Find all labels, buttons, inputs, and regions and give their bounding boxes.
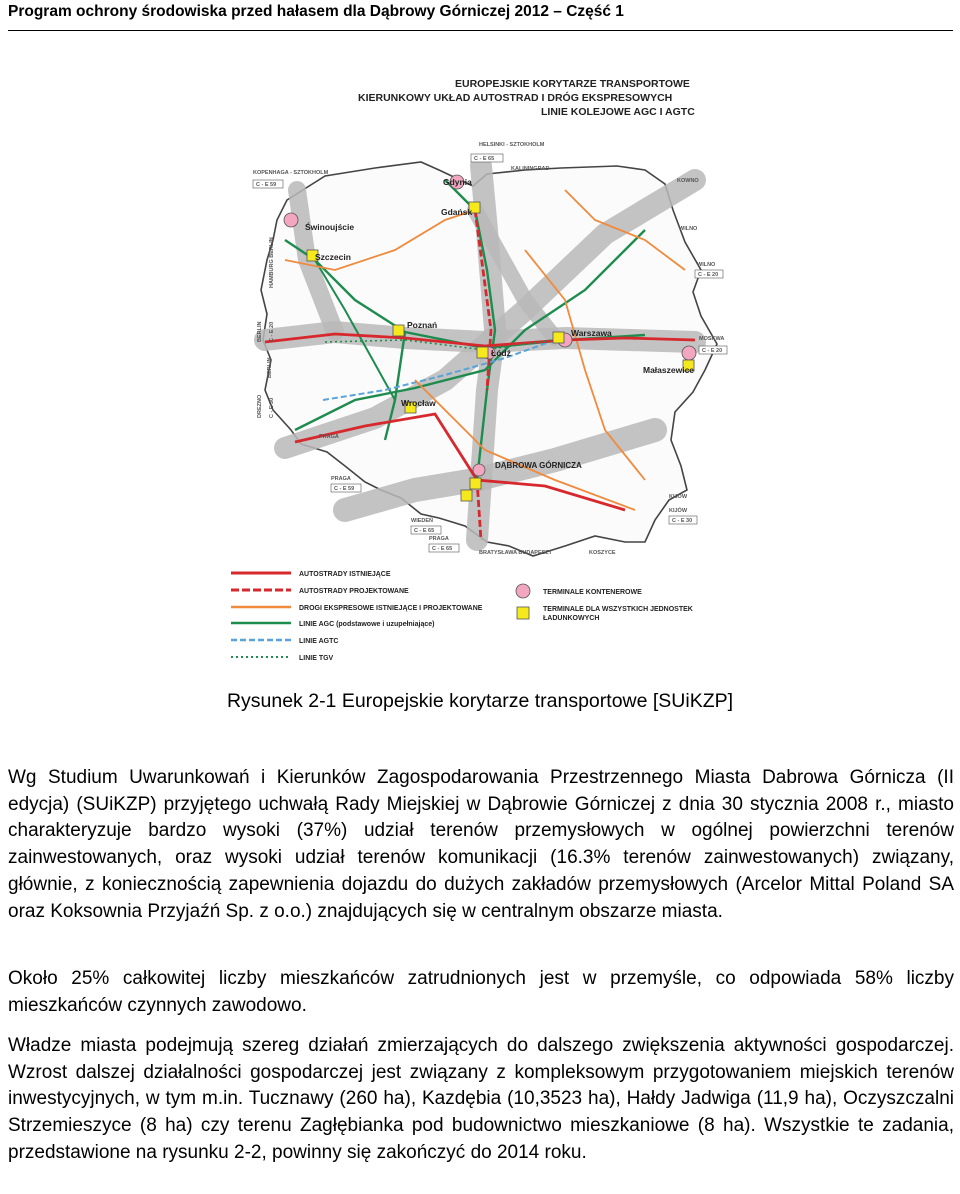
dir-praga-3-code: C - E 65 (432, 546, 453, 552)
dir-praga-1: PRAGA (319, 434, 339, 440)
dir-berlin-1: BERLIN (257, 321, 263, 342)
dir-moskwa-code: C - E 20 (702, 348, 723, 354)
figure-caption: Rysunek 2-1 Europejskie korytarze transportowe [SUiKZP] (226, 690, 734, 712)
dir-koszyce: KOSZYCE (589, 550, 616, 556)
dir-praga-2: PRAGA (331, 476, 351, 482)
transport-corridors-map (225, 70, 760, 660)
city-poznan: Poznań (407, 320, 438, 330)
dir-kopenhaga-code: C - E 59 (256, 182, 277, 188)
dir-kowno: KOWNO (677, 178, 699, 184)
map-title-line-2: KIERUNKOWY UKŁAD AUTOSTRAD I DRÓG EKSPRESOWYCH (358, 92, 673, 104)
legend-agtc: LINIE AGTC (299, 638, 339, 645)
dir-kopenhaga: KOPENHAGA - SZTOKHOLM (253, 170, 329, 176)
dir-wieden-code: C - E 65 (414, 528, 435, 534)
legend-container-terminal: TERMINALE KONTENEROWE (543, 589, 642, 596)
dir-kijow-2: KIJÓW (669, 508, 688, 514)
legend-all-terminal-2: ŁADUNKOWYCH (543, 615, 600, 622)
city-gdansk: Gdańsk (441, 207, 473, 217)
header-title: Program ochrony środowiska przed hałasem dla Dąbrowy Górniczej 2012 – Część 1 (8, 3, 624, 20)
terminal-all-warszawa (553, 332, 564, 343)
dir-wilno: WILNO (697, 262, 716, 268)
city-szczecin: Szczecin (315, 252, 351, 262)
legend-all-terminal-1: TERMINALE DLA WSZYSTKICH JEDNOSTEK (543, 606, 693, 613)
legend-expressway: DROGI EKSPRESOWE ISTNIEJĄCE I PROJEKTOWANE (299, 605, 483, 612)
dir-kaliningrad: KALININGRAD (511, 166, 550, 172)
legend-agc: LINIE AGC (podstawowe i uzupełniające) (299, 621, 435, 628)
dir-praga-3: PRAGA (429, 536, 449, 542)
city-malaszewice: Małaszewice (643, 365, 695, 375)
terminal-all-lodz (477, 347, 488, 358)
city-wroclaw: Wrocław (401, 398, 436, 408)
dir-helsinki: HELSINKI - SZTOKHOLM (479, 142, 545, 148)
terminal-all-dabrowa (470, 478, 481, 489)
paragraph-1: Wg Studium Uwarunkowań i Kierunków Zagospodarowania Przestrzennego Miasta Dabrowa Górnicza (II edycja) (SUiKZP) przyjętego uchwałą Rady Miejskiej w Dąbrowie Górniczej z dnia 30 stycznia 2008 r., miasto charakteryzuje bardzo wysoki (37%) udział terenów przemysłowych w ogólnej powierzchni terenów zainwestowanych, oraz wysoki udział terenów komunikacji (16.3% terenów zainwestowanych) związany, głównie, z koniecznością zapewnienia dojazdu do dużych zakładów przemysłowych (Arcelor Mittal Poland SA oraz Koksownia Przyjaźń Sp. z o.o.) znajdujących się w centralnym obszarze miasta. (8, 767, 954, 922)
dir-drezno: DREZNO (257, 394, 263, 418)
map-title-line-1: EUROPEJSKIE KORYTARZE TRANSPORTOWE (455, 78, 690, 90)
dir-wilno-code: C - E 20 (698, 272, 719, 278)
dir-hamburg: HAMBURG BERLIN (269, 237, 275, 288)
dir-berlin-2: BERLIN (267, 357, 273, 378)
dir-drezno-code: C - E 30 (269, 397, 275, 418)
city-swinoujscie: Świnoujście (305, 222, 355, 232)
terminal-container-dabrowa (473, 464, 485, 476)
dir-kijow-1: KIJÓW (669, 494, 688, 500)
dir-helsinki-code: C - E 65 (474, 156, 495, 162)
map-title-line-3: LINIE KOLEJOWE AGC I AGTC (541, 106, 695, 118)
city-lodz: Łódź (491, 348, 511, 358)
terminal-container-swinoujscie (284, 213, 298, 227)
dir-bratyslawa: BRATYSŁAWA BUDAPESZT (479, 550, 553, 556)
legend-motorway-planned: AUTOSTRADY PROJEKTOWANE (299, 588, 409, 595)
dir-praga-2-code: C - E 59 (334, 486, 355, 492)
dir-kijow-2-code: C - E 30 (672, 518, 693, 524)
legend-motorway-existing: AUTOSTRADY ISTNIEJĄCE (299, 571, 391, 578)
page-header (8, 0, 953, 31)
city-warszawa: Warszawa (571, 328, 612, 338)
dir-wieden: WIEDEŃ (411, 518, 433, 524)
city-dabrowa: DĄBROWA GÓRNICZA (495, 461, 582, 470)
city-gdynia: Gdynia (443, 177, 472, 187)
legend-tgv: LINIE TGV (299, 655, 334, 660)
terminal-all-poznan (393, 325, 404, 336)
dir-moskwa: MOSKWA (699, 336, 725, 342)
legend-container-terminal-icon (516, 584, 530, 598)
legend-all-terminal-icon (517, 607, 529, 619)
paragraph-2: Około 25% całkowitej liczby mieszkańców zatrudnionych jest w przemyśle, co odpowiada 58% liczby mieszkańców czynnych zawodowo. (8, 968, 954, 1016)
terminal-all-katowice (461, 490, 472, 501)
dir-berlin-1-code: C - E 20 (269, 321, 275, 342)
dir-wilno-top: WILNO (679, 226, 698, 232)
map-legend (231, 571, 693, 660)
terminal-container-malaszewice (682, 346, 696, 360)
paragraph-3: Władze miasta podejmują szereg działań zmierzających do dalszego zwiększenia aktywności gospodarczej. Wzrost dalszej działalności gospodarczej jest związany z kompleksowym przygotowaniem miejskich terenów inwestycyjnych, w tym m.in. Tucznawy (260 ha), Kazdębia (10,3523 ha), Hałdy Jadwiga (11,9 ha), Oczyszczalni Strzemieszyce (8 ha) czy terenu Zagłębianka pod budownictwo mieszkaniowe (8 ha). Wszystkie te zadania, przedstawione na rysunku 2-2, powinny się zakończyć do 2014 roku. (8, 1035, 954, 1163)
